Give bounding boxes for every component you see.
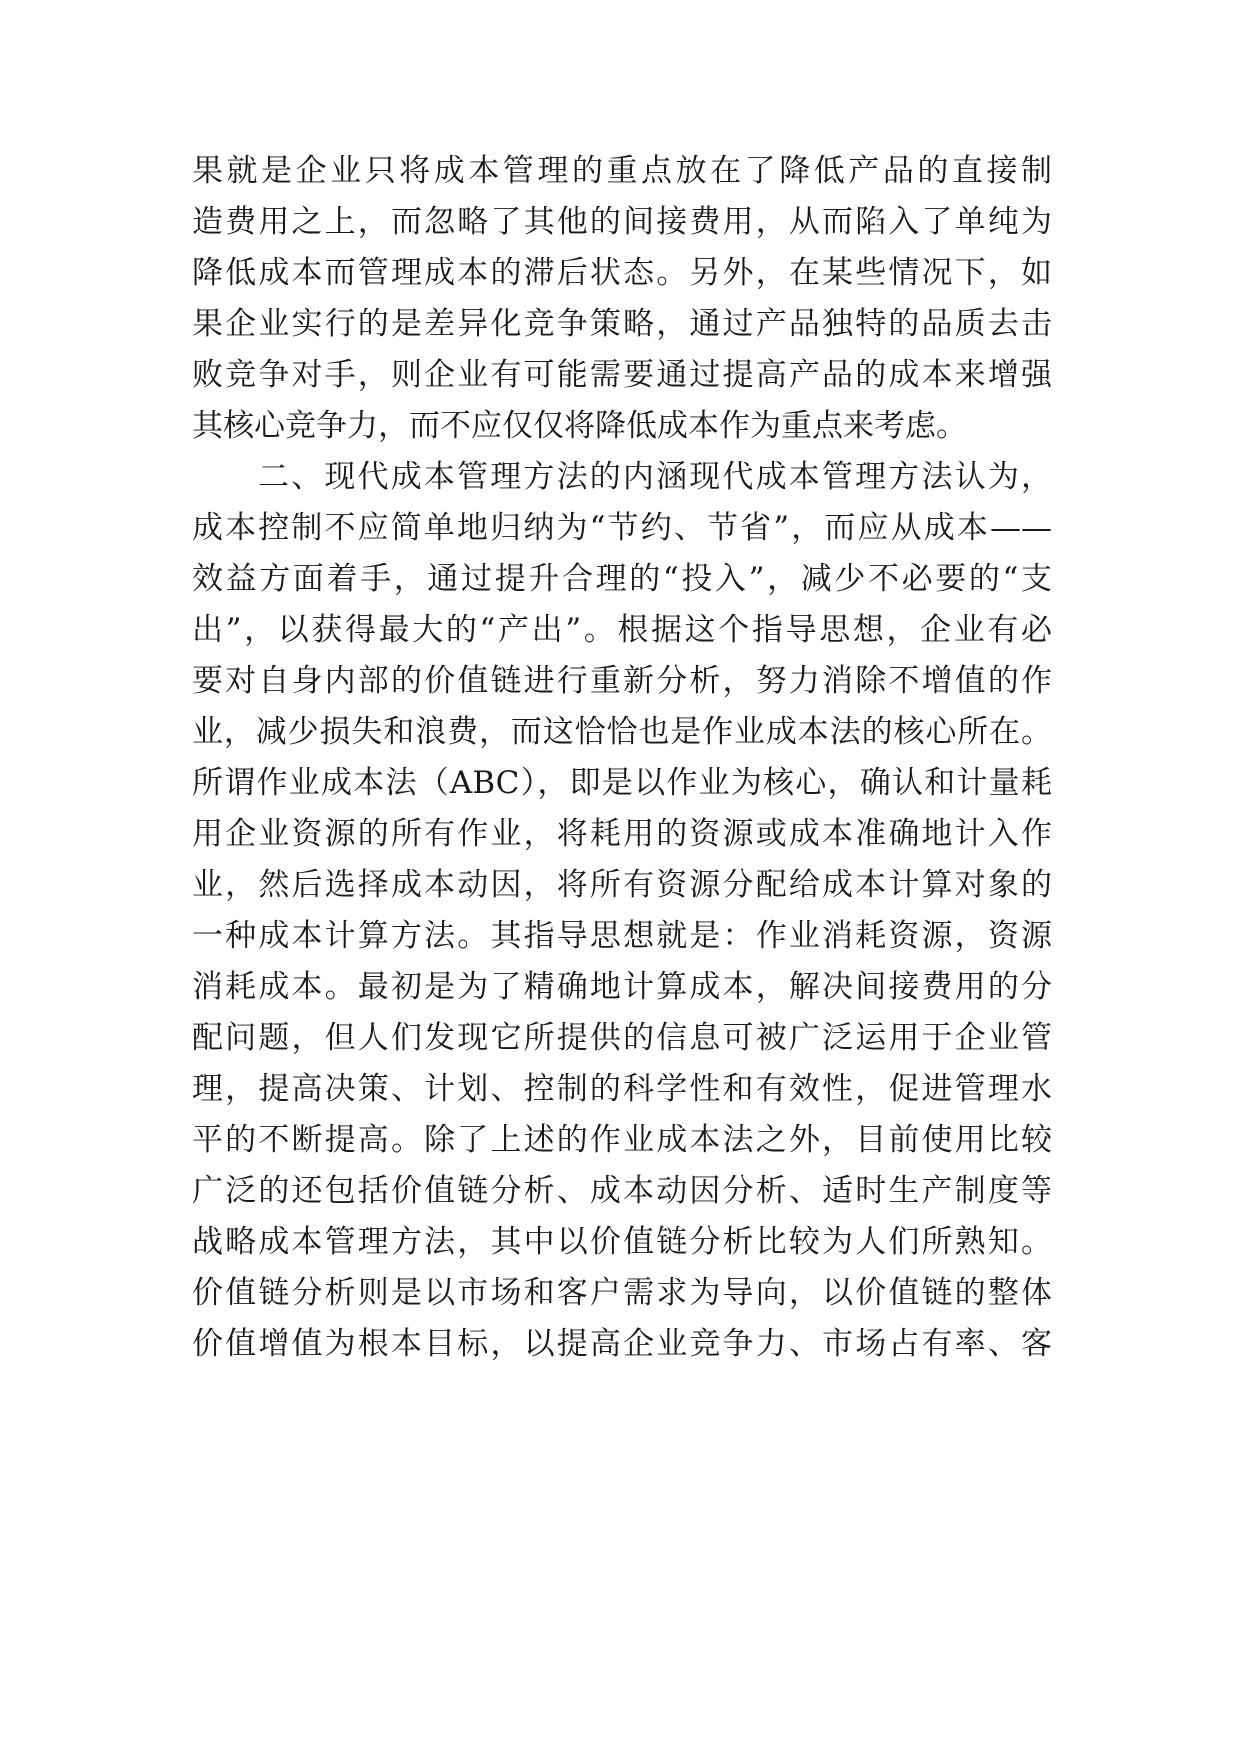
text-line: 业，减少损失和浪费，而这恰恰也是作业成本法的核心所在。 bbox=[192, 714, 1052, 750]
text-line: 造费用之上，而忽略了其他的间接费用，从而陷入了单纯为 bbox=[192, 204, 1052, 240]
text-line: 一种成本计算方法。其指导思想就是：作业消耗资源，资源 bbox=[192, 918, 1052, 954]
text-line: 效益方面着手，通过提升合理的“投入”，减少不必要的“支 bbox=[192, 561, 1052, 597]
text-line: 广泛的还包括价值链分析、成本动因分析、适时生产制度等 bbox=[192, 1173, 1052, 1209]
text-line: 配问题，但人们发现它所提供的信息可被广泛运用于企业管 bbox=[192, 1020, 1052, 1056]
text-line: 价值增值为根本目标，以提高企业竞争力、市场占有率、客 bbox=[192, 1326, 1052, 1362]
text-line: 成本控制不应简单地归纳为“节约、节省”，而应从成本—— bbox=[192, 510, 1052, 546]
text-line: 业，然后选择成本动因，将所有资源分配给成本计算对象的 bbox=[192, 867, 1052, 903]
text-line: 果企业实行的是差异化竞争策略，通过产品独特的品质去击 bbox=[192, 306, 1052, 342]
text-line: 战略成本管理方法，其中以价值链分析比较为人们所熟知。 bbox=[192, 1224, 1052, 1260]
text-line: 降低成本而管理成本的滞后状态。另外，在某些情况下，如 bbox=[192, 255, 1052, 291]
text-line: 价值链分析则是以市场和客户需求为导向，以价值链的整体 bbox=[192, 1275, 1052, 1311]
text-line: 理，提高决策、计划、控制的科学性和有效性，促进管理水 bbox=[192, 1071, 1052, 1107]
text-line: 所谓作业成本法（ABC），即是以作业为核心，确认和计量耗 bbox=[192, 765, 1052, 801]
text-line: 果就是企业只将成本管理的重点放在了降低产品的直接制 bbox=[192, 153, 1052, 189]
text-line: 出”，以获得最大的“产出”。根据这个指导思想，企业有必 bbox=[192, 612, 1052, 648]
text-line: 其核心竞争力，而不应仅仅将降低成本作为重点来考虑。 bbox=[192, 408, 967, 444]
text-line: 消耗成本。最初是为了精确地计算成本，解决间接费用的分 bbox=[192, 969, 1052, 1005]
text-line: 平的不断提高。除了上述的作业成本法之外，目前使用比较 bbox=[192, 1122, 1052, 1158]
section-heading-line: 二、现代成本管理方法的内涵现代成本管理方法认为， bbox=[258, 459, 1052, 495]
text-line: 用企业资源的所有作业，将耗用的资源或成本准确地计入作 bbox=[192, 816, 1052, 852]
text-line: 败竞争对手，则企业有可能需要通过提高产品的成本来增强 bbox=[192, 357, 1052, 393]
text-line: 要对自身内部的价值链进行重新分析，努力消除不增值的作 bbox=[192, 663, 1052, 699]
